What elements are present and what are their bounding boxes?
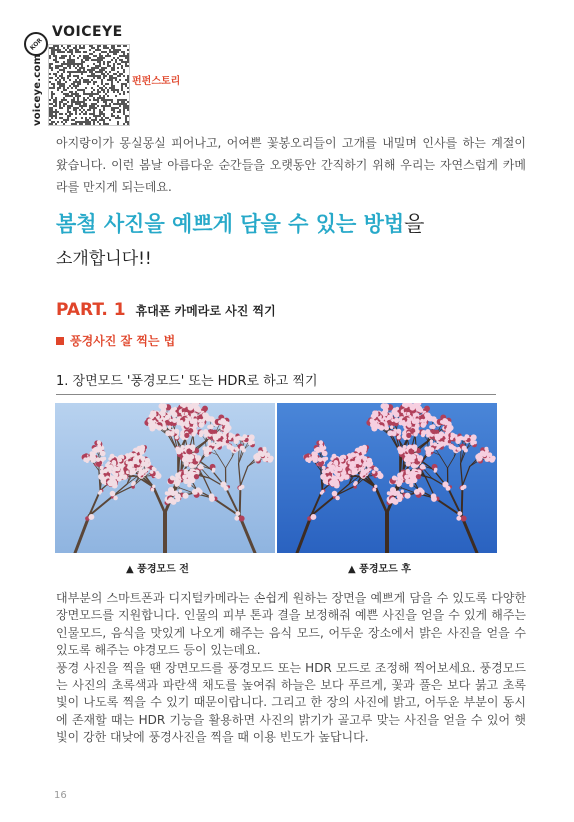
part-heading: [56, 300, 276, 320]
voiceye-qr-block: [14, 14, 128, 126]
body-paragraph-2: 풍경 사진을 찍을 땐 장면모드를 풍경모드 또는 HDR 모드로 조정해 찍어보세요. 풍경모드는 사진의 초록색과 파란색 채도를 높여줘 하늘은 보다 푸르게, 꽃과 풀은 보다 붉고 초록빛이 나도록 찍을 수 있기 때문이랍니다. 그리고 한 장의 사진에 밝고, 어두운 부분이 동시에 존재할 때는 HDR 기능을 활용하면 사진의 밝기가 골고루 맞는 사진을 얻을 수 있어 햇빛이 강한 대낮에 풍경사진을 찍을 때 이용 빈도가 높답니다.: [56, 660, 526, 745]
section-title: 풍경사진 잘 찍는 법: [70, 334, 176, 348]
caption-before: ▲ 풍경모드 전: [126, 564, 189, 575]
part-title: 휴대폰 카메라로 사진 찍기: [135, 304, 276, 318]
body-paragraph-1: 대부분의 스마트폰과 디지털카메라는 손쉽게 원하는 장면을 예쁘게 담을 수 있도록 다양한 장면모드를 지원합니다. 인물의 피부 톤과 결을 보정해줘 예쁜 사진을 얻을 수 있게 해주는 인물모드, 음식을 맛있게 나오게 해주는 음식 모드, 어두운 장소에서 밝은 사진을 얻을 수 있도록 해주는 야경모드 등이 있는데요.: [56, 591, 526, 658]
body-text: [56, 590, 526, 747]
voiceye-logo: VOICEYE: [52, 24, 123, 40]
voiceye-code-image: [48, 44, 130, 126]
photo-before-landscape-mode: [55, 403, 275, 553]
category-label: 펀펀스토리: [132, 76, 181, 87]
photo-after-landscape-mode: [277, 403, 497, 553]
kor-badge: KOR: [19, 27, 53, 61]
step-title: 1. 장면모드 '풍경모드' 또는 HDR로 하고 찍기: [56, 374, 318, 389]
headline-line2: 소개합니다!!: [56, 249, 152, 269]
page-number: 16: [54, 790, 67, 801]
headline-tail: 을: [404, 212, 425, 236]
voiceye-url-vertical: voiceye.com: [32, 53, 43, 126]
square-bullet-icon: [56, 337, 64, 345]
headline-highlight: 봄철 사진을 예쁘게 담을 수 있는 방법: [56, 212, 405, 236]
step-divider: [56, 394, 496, 395]
intro-paragraph: 아지랑이가 몽실몽실 피어나고, 어여쁜 꽃봉오리들이 고개를 내밀며 인사를 하는 계절이 왔습니다. 이런 봄날 아름다운 순간들을 오랫동안 간직하기 위해 우리는 자연스럽게 카메라를 만지게 되는데요.: [56, 136, 526, 194]
headline: [56, 208, 424, 238]
section-heading: [56, 332, 175, 349]
part-number: PART. 1: [56, 300, 126, 320]
caption-after: ▲ 풍경모드 후: [348, 564, 411, 575]
